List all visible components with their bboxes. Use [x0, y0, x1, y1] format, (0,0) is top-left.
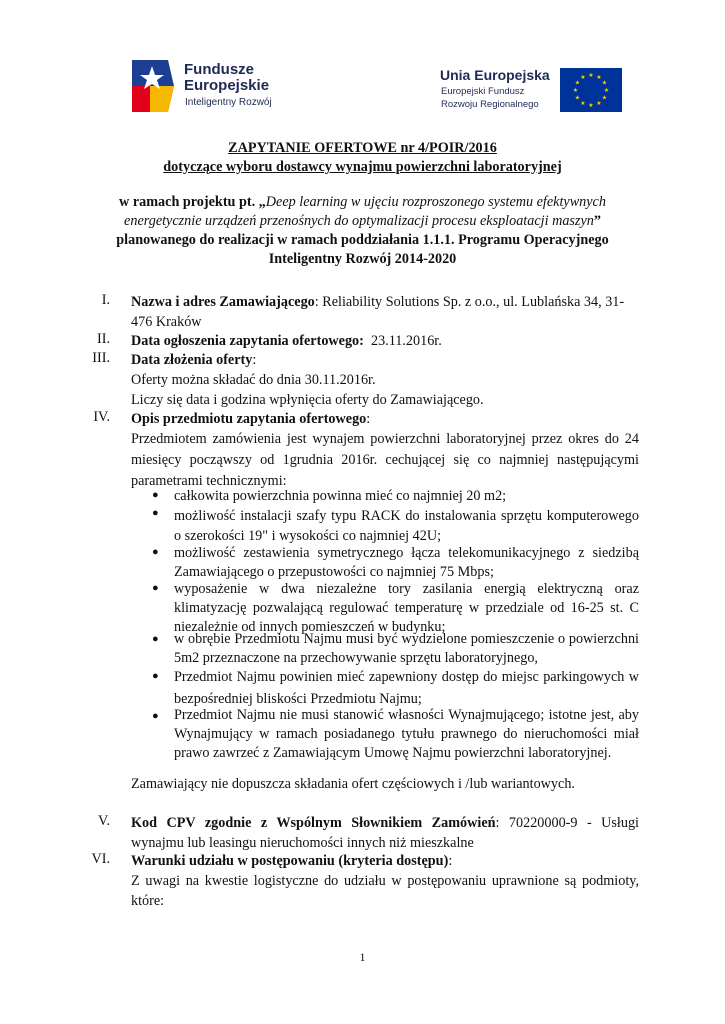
section-number-2: II.	[97, 331, 110, 347]
section-number-3: III.	[92, 350, 110, 366]
section-5-text: : 70220000-9 - Usługi wynajmu lub leasingu nieruchomości innych niż mieszkalne	[131, 815, 639, 851]
svg-text:★: ★	[601, 79, 608, 87]
section-3	[131, 350, 639, 410]
document-title: ZAPYTANIE OFERTOWE nr 4/POIR/2016	[228, 140, 497, 156]
list-item: w obrębie Przedmiotu Najmu musi być wydzielone pomieszczenie o powierzchni 5m2 przeznaczone na przechowywanie sprzętu laboratoryjnego,	[174, 631, 639, 666]
logo-right-line1: Unia Europejska	[440, 67, 550, 83]
logo-right-line2: Europejski Fundusz	[441, 86, 525, 97]
section-number-5: V.	[98, 813, 110, 829]
section-number-1: I.	[101, 292, 110, 308]
svg-text:★: ★	[596, 74, 602, 81]
logo-left-line3: Inteligentny Rozwój	[185, 97, 272, 108]
page-number: 1	[359, 950, 366, 964]
logo-right-line3: Rozwoju Regionalnego	[441, 99, 539, 110]
section-4-note: Zamawiający nie dopuszcza składania ofert częściowych i /lub wariantowych.	[131, 776, 575, 792]
svg-text:★: ★	[588, 72, 594, 79]
bullet-icon: ●	[152, 507, 159, 519]
svg-text:★: ★	[596, 100, 602, 107]
svg-text:★: ★	[580, 100, 586, 107]
eu-flag-icon	[560, 68, 622, 112]
svg-text:★: ★	[601, 94, 608, 102]
project-prefix: w ramach projektu pt. „	[119, 194, 266, 210]
list-item: Przedmiot Najmu powinien mieć zapewniony dostęp do miejsc parkingowych w bezpośredniej bliskości Przedmiotu Najmu;	[174, 669, 639, 707]
section-3-label: Data złożenia oferty	[131, 352, 253, 368]
svg-text:★: ★	[574, 79, 581, 87]
section-3-line2: Liczy się data i godzina wpłynięcia oferty do Zamawiającego.	[131, 392, 484, 408]
project-suffix: ”	[593, 213, 601, 229]
fundusze-europejskie-star-icon	[128, 56, 178, 116]
section-2	[131, 331, 639, 351]
project-line3: planowanego do realizacji w ramach poddziałania 1.1.1. Programu Operacyjnego	[116, 232, 609, 248]
section-5-label: Kod CPV zgodnie z Wspólnym Słownikiem Zamówień	[131, 815, 496, 831]
section-3-colon: :	[252, 352, 257, 368]
bullet-icon: ●	[152, 489, 159, 501]
logo-left-line2: Europejskie	[184, 77, 270, 94]
svg-text:★: ★	[574, 94, 581, 102]
section-6-colon: :	[448, 853, 453, 869]
section-6-text: Z uwagi na kwestie logistyczne do udziału w postępowaniu uprawnione są podmioty, które:	[131, 873, 639, 909]
list-item: możliwość zestawienia symetrycznego łącza telekomunikacyjnego z siedzibą Zamawiającego o przepustowości co najmniej 75 Mbps;	[174, 545, 639, 580]
bullet-icon: ●	[152, 670, 159, 682]
project-name-line1: Deep learning w ujęciu rozproszonego systemu efektywnych	[265, 194, 606, 210]
svg-text:★: ★	[580, 74, 586, 81]
list-item: możliwość instalacji szafy typu RACK do instalowania sprzętu komputerowego o szerokości 19" i wysokości co najmniej 42U;	[174, 508, 639, 544]
section-3-line1: Oferty można składać do dnia 30.11.2016r.	[131, 372, 376, 388]
document-subtitle: dotyczące wyboru dostawcy wynajmu powierzchni laboratoryjnej	[163, 159, 562, 175]
project-line4: Inteligentny Rozwój 2014-2020	[268, 251, 457, 267]
section-2-value: 23.11.2016r.	[363, 333, 442, 349]
section-5	[131, 813, 639, 853]
svg-text:★: ★	[603, 87, 610, 94]
section-number-4: IV.	[93, 409, 110, 425]
section-4-label: Opis przedmiotu zapytania ofertowego	[131, 411, 367, 427]
section-1-text-l2: 476 Kraków	[131, 314, 202, 330]
project-name-line2: energetycznie urządzeń przenośnych do optymalizacji procesu eksploatacji maszyn	[124, 213, 594, 229]
section-6-label: Warunki udziału w postępowaniu (kryteria dostępu)	[131, 853, 449, 869]
svg-text:★: ★	[572, 87, 579, 94]
logo-left-line1: Fundusze	[184, 61, 254, 78]
list-item: całkowita powierzchnia powinna mieć co najmniej 20 m2;	[174, 488, 507, 504]
logo-fundusze-europejskie	[114, 48, 289, 128]
section-4-colon: :	[366, 411, 371, 427]
section-1-label: Nazwa i adres Zamawiającego	[131, 294, 315, 310]
list-item: Przedmiot Najmu nie musi stanowić własności Wynajmującego; istotne jest, aby Wynajmujący w ramach posiadanego tytułu prawnego do nieruchomości miał prawo zawrzeć z Zamawiającym Umowę Najmu powierzchni laboratoryjnej.	[174, 707, 639, 761]
section-1-text-l1: : Reliability Solutions Sp. z o.o., ul. Lublańska 34, 31-	[314, 294, 625, 310]
section-4-heading	[131, 409, 639, 429]
bullet-icon: ●	[152, 710, 159, 722]
section-number-6: VI.	[91, 851, 110, 867]
bullet-icon: ●	[152, 582, 159, 594]
section-2-label: Data ogłoszenia zapytania ofertowego:	[131, 333, 364, 349]
bullet-icon: ●	[152, 546, 159, 558]
section-6	[131, 851, 639, 911]
list-item: wyposażenie w dwa niezależne tory zasilania energią elektryczną oraz klimatyzację pozwalającą regulować temperaturę w przedziale od 16-25 st. C niezależnie od innych pomieszczeń w budynku;	[174, 581, 639, 635]
project-description	[60, 193, 665, 269]
section-4-paragraph: Przedmiotem zamówienia jest wynajem powierzchni laboratoryjnej przez okres do 24 miesięcy począwszy od 1grudnia 2016r. cechującej się co najmniej następującymi parametrami technicznymi:	[131, 431, 639, 489]
bullet-icon: ●	[152, 633, 159, 645]
section-1	[131, 292, 639, 332]
svg-text:★: ★	[588, 102, 594, 109]
